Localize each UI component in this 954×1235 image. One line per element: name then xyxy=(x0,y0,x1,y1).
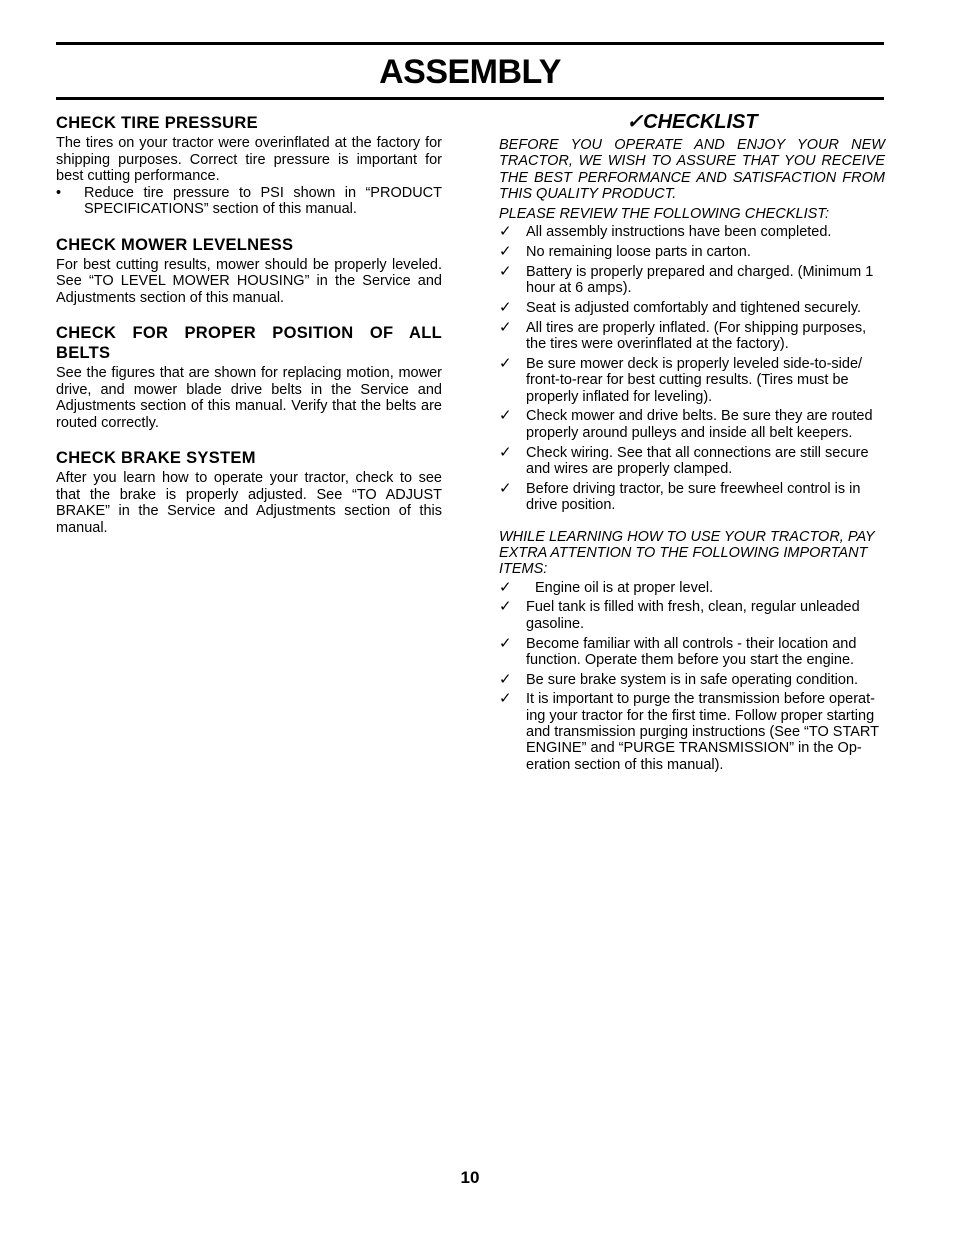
checklist-items xyxy=(499,224,885,513)
left-column xyxy=(56,113,442,553)
check-mark-icon: ✓ xyxy=(499,690,512,708)
belts-body: See the figures that are shown for replacing motion, mower drive, and mower blade drive belts in the Service and Adjustments section of this manual. Verify that the belts are routed correctly. xyxy=(56,365,442,431)
page-number: 10 xyxy=(460,1168,480,1187)
check-mark-icon: ✓ xyxy=(499,598,512,616)
check-mark-icon: ✓ xyxy=(499,223,512,241)
checklist-intro: BEFORE YOU OPERATE AND ENJOY YOUR NEW TRACTOR, WE WISH TO ASSURE THAT YOU RECEIVE THE BEST PERFORMANCE AND SATISFACTION FROM THIS QUALITY PRODUCT. xyxy=(499,137,885,202)
check-mark-icon: ✓ xyxy=(499,479,512,497)
header-rule-top xyxy=(56,42,884,45)
list-item: ✓ All assembly instructions have been completed. xyxy=(499,223,832,241)
list-item: ✓ It is important to purge the transmission before operat- ing your tractor for the first time. Follow proper starting and transmission purging instructions (See “TO START ENGINE” and “PURGE TRANSMISSION” in the Op- eration section of this manual). xyxy=(499,690,879,773)
bullet-text: Reduce tire pressure to PSI shown in “PRODUCT SPECIFICATIONS” section of this manual. xyxy=(84,184,442,217)
check-mark-icon: ✓ xyxy=(499,355,512,373)
tire-pressure-section xyxy=(56,113,442,218)
check-mark-icon: ✓ xyxy=(499,407,512,425)
check-mark-icon: ✓ xyxy=(499,670,512,688)
list-item: ✓ All tires are properly inflated. (For shipping purposes, the tires were overinflated at the factory). xyxy=(499,318,867,353)
list-item: ✓ Check mower and drive belts. Be sure they are routed properly around pulleys and inside all belt keepers. xyxy=(499,407,873,441)
check-mark-icon: ✓ xyxy=(499,443,512,461)
brake-body: After you learn how to operate your tractor, check to see that the brake is properly adjusted. See “TO ADJUST BRAKE” in the Service and Adjustments section of this manual. xyxy=(56,470,442,536)
list-item: ✓ Check wiring. See that all connections are still secure and wires are properly clamped. xyxy=(499,443,869,477)
tire-pressure-bullet xyxy=(56,185,442,218)
brake-section xyxy=(56,448,442,536)
mower-levelness-section xyxy=(56,235,442,307)
check-mark-icon: ✓ xyxy=(499,634,512,652)
page-title: ASSEMBLY xyxy=(379,53,561,91)
list-item: ✓ Battery is properly prepared and charged. (Minimum 1 hour at 6 amps). xyxy=(499,263,874,297)
list-item: ✓ Be sure mower deck is properly leveled side-to-side/ front-to-rear for best cutting results. (Tires must be properly inflated for leveling). xyxy=(499,355,863,405)
check-mark-icon: ✓ xyxy=(499,578,512,596)
check-mark-icon: ✓ xyxy=(499,263,512,281)
check-mark-icon: ✓ xyxy=(499,243,512,261)
checklist-prompt: PLEASE REVIEW THE FOLLOWING CHECKLIST: xyxy=(499,206,830,223)
checklist-title: ✓CHECKLIST xyxy=(626,111,758,133)
belts-section xyxy=(56,323,442,431)
bullet-dot: • xyxy=(56,184,62,201)
mower-levelness-heading: CHECK MOWER LEVELNESS xyxy=(56,235,294,254)
list-item: ✓ Engine oil is at proper level. xyxy=(499,578,714,596)
list-item: ✓ No remaining loose parts in carton. xyxy=(499,243,751,261)
brake-heading: CHECK BRAKE SYSTEM xyxy=(56,449,256,467)
tire-pressure-heading: CHECK TIRE PRESSURE xyxy=(56,114,258,132)
check-mark-icon: ✓ xyxy=(499,318,512,336)
list-item: ✓ Before driving tractor, be sure freewheel control is in drive position. xyxy=(499,479,861,513)
mower-levelness-body: For best cutting results, mower should be properly leveled. See “TO LEVEL MOWER HOUSING” in the Service and Adjustments section of this manual. xyxy=(56,256,442,306)
attention-intro: WHILE LEARNING HOW TO USE YOUR TRACTOR, PAY EXTRA ATTENTION TO THE FOLLOWING IMPORTANT ITEMS: xyxy=(499,528,875,578)
list-item: ✓ Be sure brake system is in safe operating condition. xyxy=(499,670,859,688)
list-item: ✓ Seat is adjusted comfortably and tightened securely. xyxy=(499,299,862,317)
belts-heading: CHECK FOR PROPER POSITION OF ALL BELTS xyxy=(56,324,442,362)
check-mark-icon: ✓ xyxy=(499,299,512,317)
list-item: ✓ Fuel tank is filled with fresh, clean, regular unleaded gasoline. xyxy=(499,598,860,632)
header-rule-bottom xyxy=(56,97,884,100)
right-column xyxy=(499,110,885,776)
attention-items xyxy=(499,580,885,773)
tire-pressure-body: The tires on your tractor were overinflated at the factory for shipping purposes. Correct tire pressure is important for best cutting performance. xyxy=(56,135,442,184)
list-item: ✓ Become familiar with all controls - their location and function. Operate them before you start the engine. xyxy=(499,634,857,668)
